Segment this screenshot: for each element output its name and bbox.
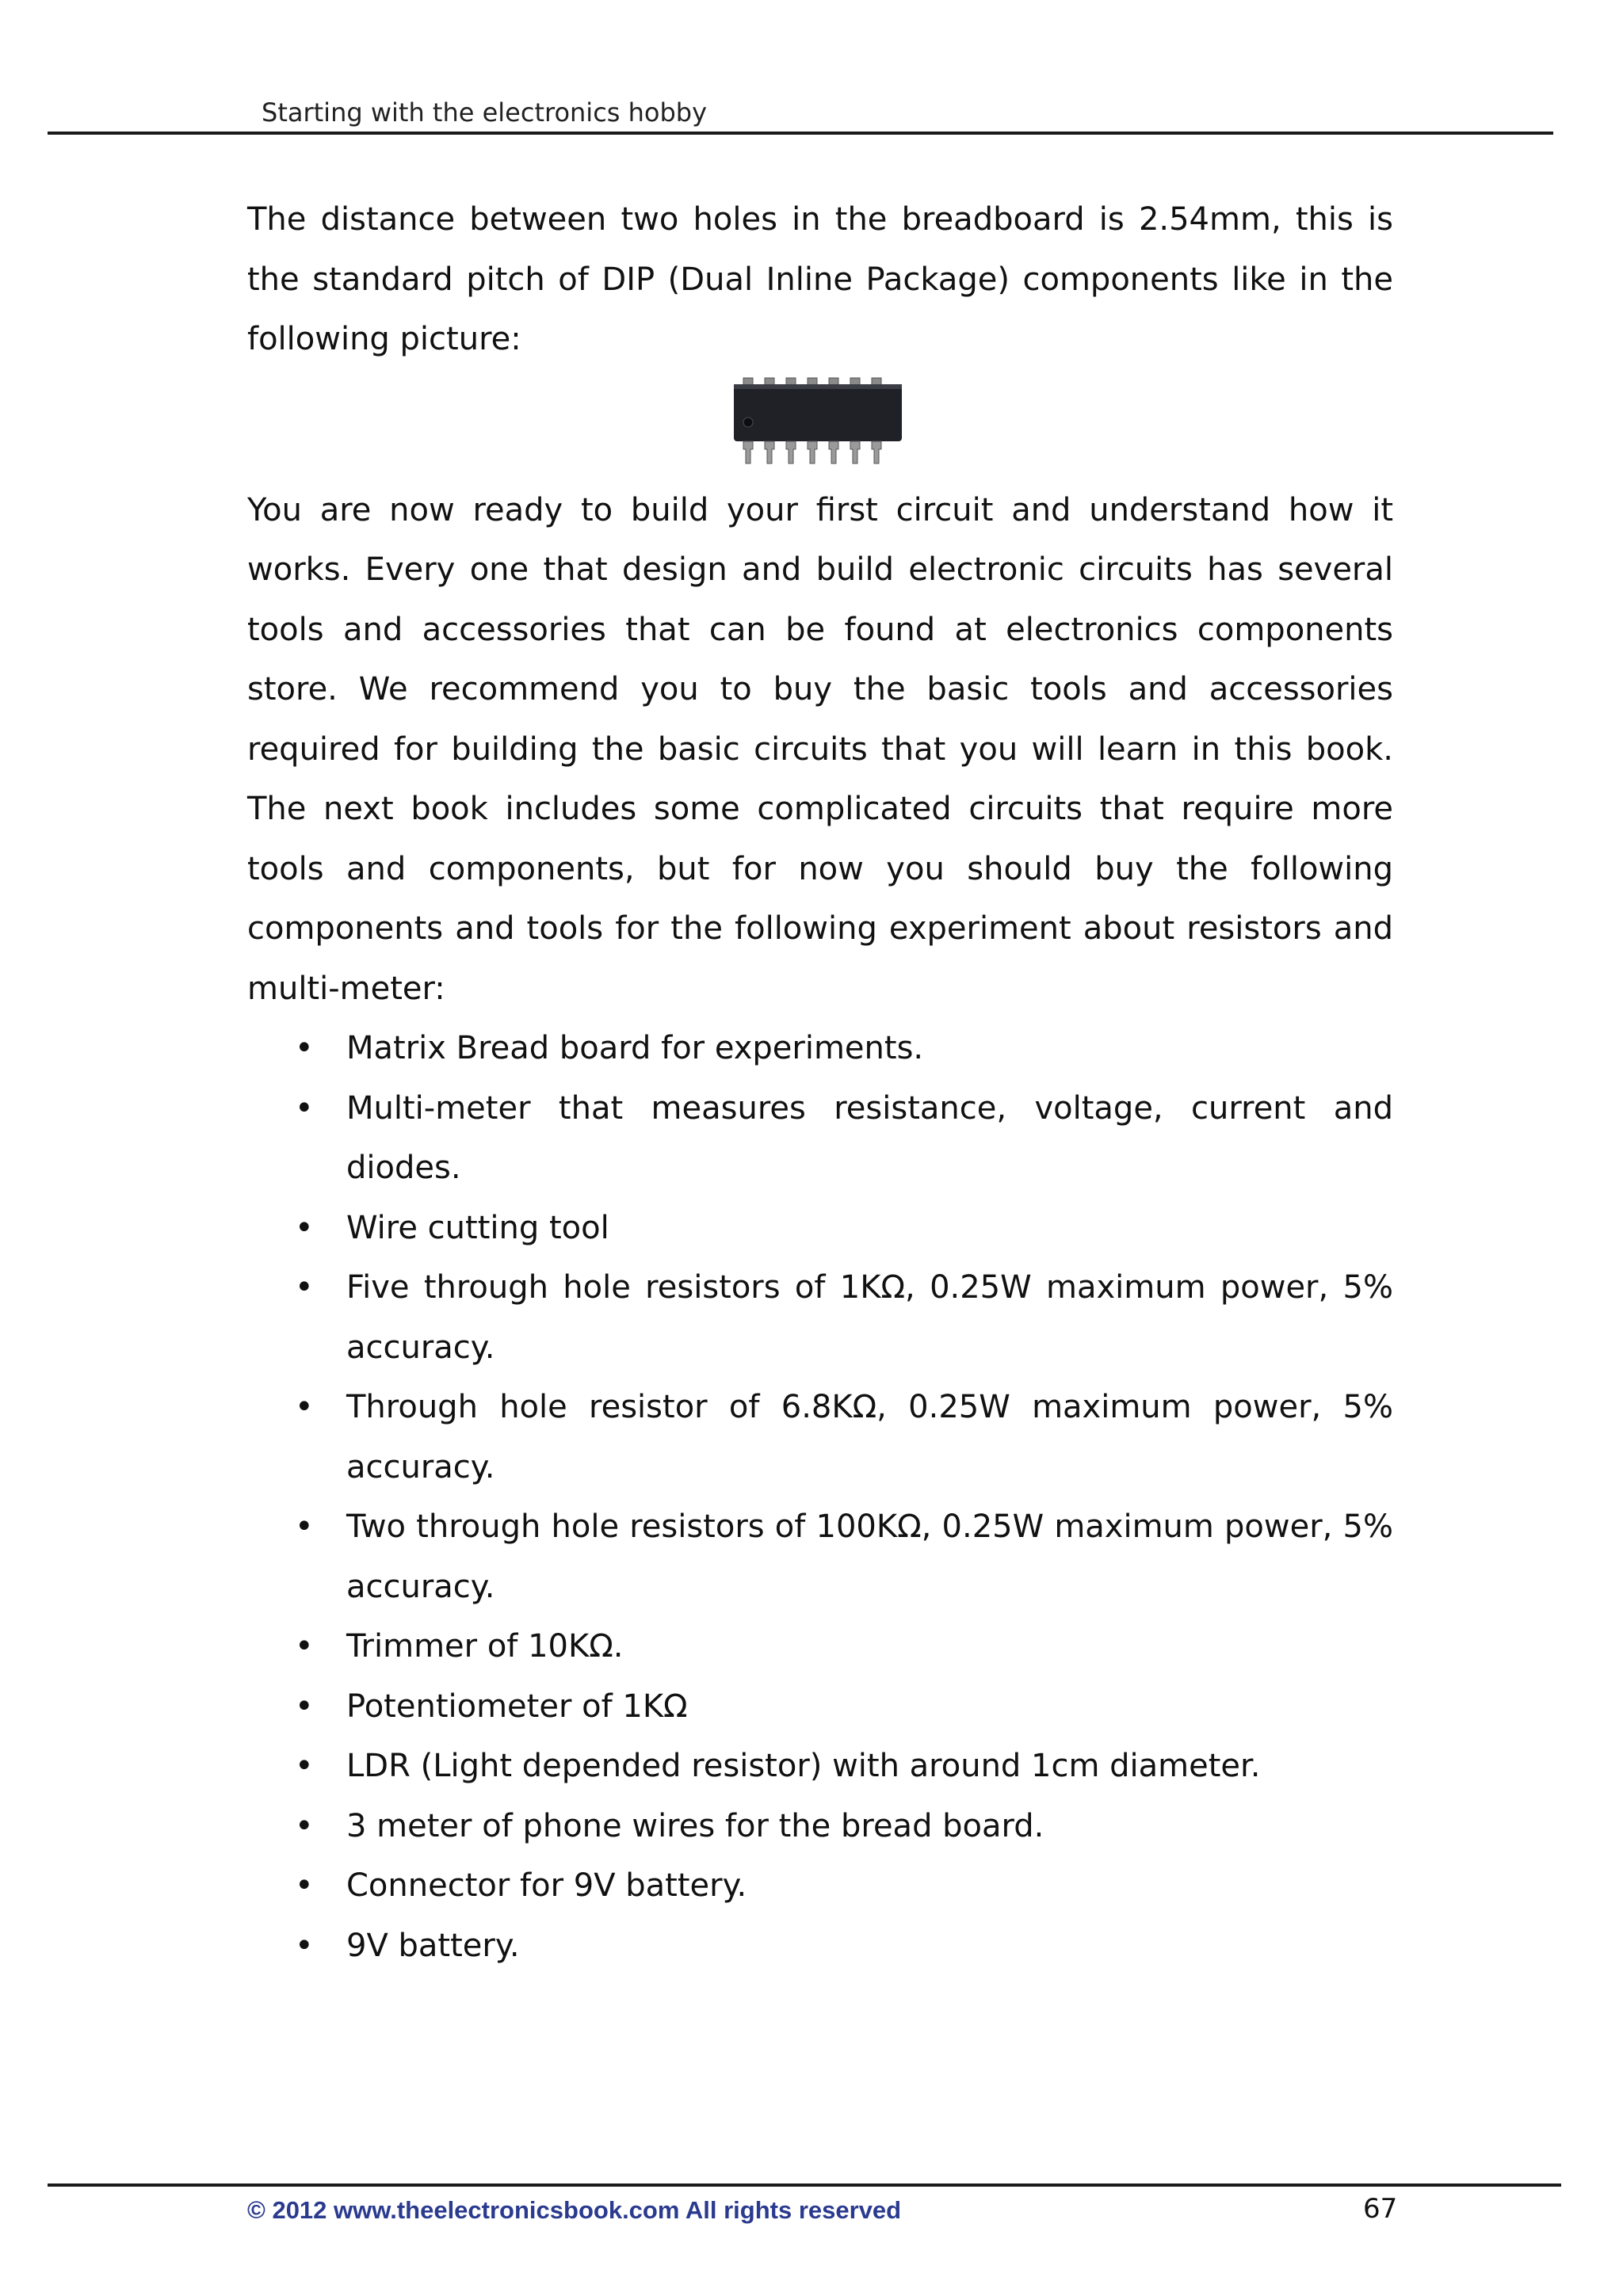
list-item: • Trimmer of 10KΩ. xyxy=(247,1617,1393,1677)
copyright-link: © 2012 www.theelectronicsbook.com xyxy=(247,2196,680,2224)
list-item: • Matrix Bread board for experiments. xyxy=(247,1019,1393,1079)
list-item: • 3 meter of phone wires for the bread board. xyxy=(247,1797,1393,1857)
list-item: • LDR (Light depended resistor) with around 1cm diameter. xyxy=(247,1737,1393,1797)
list-item: • Through hole resistor of 6.8KΩ, 0.25W maximum power, 5% accuracy. xyxy=(247,1378,1393,1497)
list-item: • Five through hole resistors of 1KΩ, 0.25W maximum power, 5% accuracy. xyxy=(247,1258,1393,1378)
page-number: 67 xyxy=(1363,2193,1398,2225)
rights-text: All rights reserved xyxy=(685,2196,902,2224)
footer-copyright xyxy=(247,2195,901,2226)
running-header: Starting with the electronics hobby xyxy=(262,97,708,128)
intro-paragraph: The distance between two holes in the breadboard is 2.54mm, this is the standard pitch of DIP (Dual Inline Package) components like in the following picture: xyxy=(247,201,1393,357)
list-item: • 9V battery. xyxy=(247,1917,1393,1977)
list-item: • Wire cutting tool xyxy=(247,1199,1393,1259)
list-item: • Two through hole resistors of 100KΩ, 0.25W maximum power, 5% accuracy. xyxy=(247,1497,1393,1617)
page-body xyxy=(247,190,1393,1976)
list-item: • Potentiometer of 1KΩ xyxy=(247,1677,1393,1737)
dip-ic-image xyxy=(247,370,1393,481)
dip-chip-icon xyxy=(732,376,907,471)
components-list xyxy=(247,1019,1393,1976)
tools-paragraph: You are now ready to build your first circuit and understand how it works. Every one that design and build electronic circuits has several tools and accessories that can be found at electronics components store. We recommend you to buy the basic tools and accessories required for building the basic circuits that you will learn in this book. The next book includes some complicated circuits that require more tools and components, but for now you should buy the following components and tools for the following experiment about resistors and multi-meter: xyxy=(247,491,1393,1007)
footer-divider xyxy=(48,2183,1561,2187)
list-item: • Connector for 9V battery. xyxy=(247,1856,1393,1917)
list-item: • Multi-meter that measures resistance, voltage, current and diodes. xyxy=(247,1079,1393,1199)
header-divider xyxy=(48,132,1553,135)
